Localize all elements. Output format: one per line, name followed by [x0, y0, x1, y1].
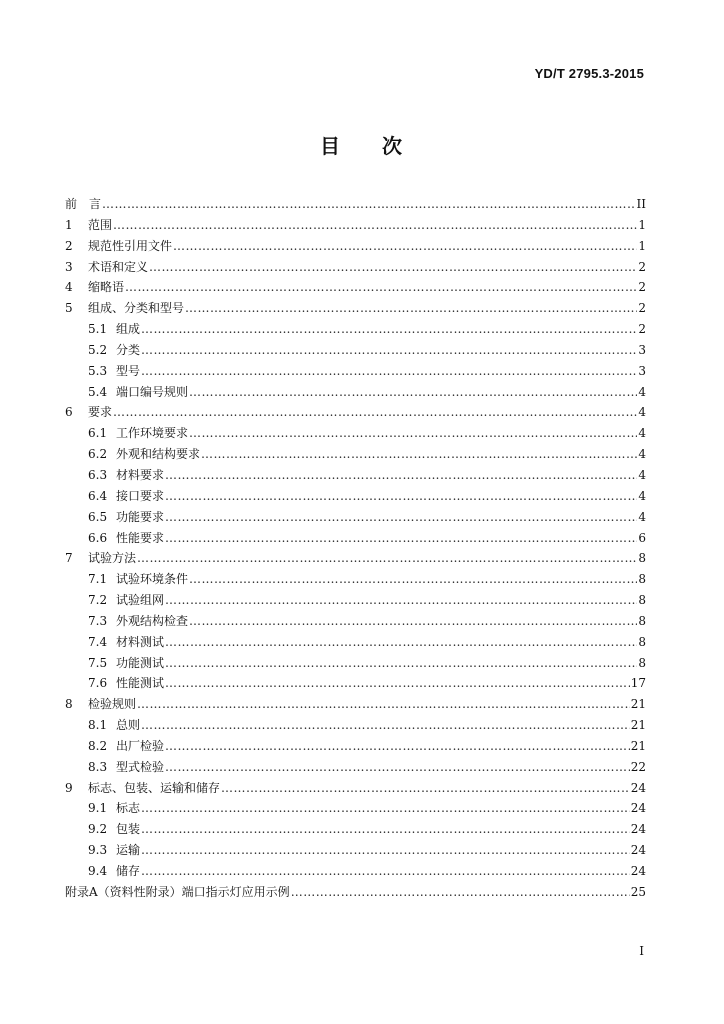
toc-entry[interactable] [65, 340, 646, 361]
toc-entry[interactable] [65, 277, 646, 298]
toc-entry-number: 6.3 [88, 467, 108, 482]
toc-entry-title: 型号 [116, 363, 141, 378]
toc-entry-title: 试验方法 [88, 551, 137, 566]
toc-dot-leader [165, 632, 637, 653]
toc-entry-page: 8 [638, 634, 646, 649]
toc-dot-leader [189, 611, 637, 632]
toc-entry-number: 7.1 [88, 572, 108, 587]
toc-dot-leader [113, 402, 637, 423]
toc-entry[interactable] [65, 382, 646, 403]
toc-dot-leader [165, 590, 637, 611]
toc-entry-number: 2 [65, 238, 73, 253]
toc-entry[interactable] [65, 444, 646, 465]
toc-entry-title: 材料要求 [116, 467, 165, 482]
toc-entry-number: 7.6 [88, 676, 108, 691]
toc-entry-title: 规范性引用文件 [88, 238, 173, 253]
toc-entry-number: 5.3 [88, 363, 108, 378]
toc-entry-page: 8 [638, 655, 646, 670]
toc-entry-page: 6 [638, 530, 646, 545]
toc-entry-number: 8.2 [88, 738, 108, 753]
toc-entry[interactable] [65, 548, 646, 569]
toc-dot-leader [189, 382, 637, 403]
toc-entry[interactable] [65, 653, 646, 674]
toc-entry[interactable] [65, 194, 646, 215]
toc-entry[interactable] [65, 840, 646, 861]
toc-entry[interactable] [65, 882, 646, 903]
toc-dot-leader [291, 882, 630, 903]
toc-entry-number: 9.1 [88, 801, 108, 816]
toc-entry-page: 22 [630, 759, 646, 774]
toc-entry[interactable] [65, 423, 646, 444]
toc-entry[interactable] [65, 298, 646, 319]
toc-entry-number: 7.2 [88, 593, 108, 608]
toc-entry-page: 21 [630, 718, 646, 733]
toc-dot-leader [141, 840, 630, 861]
toc-entry[interactable] [65, 757, 646, 778]
toc-entry-number: 4 [65, 280, 73, 295]
toc-entry-number: 6.5 [88, 509, 108, 524]
toc-entry-page: 1 [638, 238, 646, 253]
toc-entry-page: 2 [638, 322, 646, 337]
toc-entry-number: 7.5 [88, 655, 108, 670]
toc-entry-page: 21 [630, 738, 646, 753]
toc-dot-leader [165, 757, 630, 778]
toc-dot-leader [149, 257, 637, 278]
toc-entry-title: 缩略语 [88, 280, 125, 295]
toc-entry[interactable] [65, 611, 646, 632]
toc-entry-title: 端口指示灯应用示例 [181, 884, 290, 899]
toc-entry[interactable] [65, 402, 646, 423]
toc-entry-page: 21 [630, 697, 646, 712]
toc-entry-title: 标志 [116, 801, 141, 816]
toc-entry-title: 检验规则 [88, 697, 137, 712]
toc-dot-leader [165, 673, 630, 694]
toc-entry-title: 接口要求 [116, 488, 165, 503]
toc-entry[interactable] [65, 257, 646, 278]
toc-entry-title: 术语和定义 [88, 259, 149, 274]
toc-entry-page: 2 [638, 301, 646, 316]
toc-entry[interactable] [65, 819, 646, 840]
toc-entry[interactable] [65, 861, 646, 882]
toc-entry-title: 性能测试 [116, 676, 165, 691]
toc-dot-leader [137, 694, 630, 715]
toc-entry-number: 7.4 [88, 634, 108, 649]
toc-dot-leader [137, 548, 637, 569]
toc-dot-leader [201, 444, 637, 465]
toc-entry-title: 试验组网 [116, 593, 165, 608]
toc-entry-page: 24 [630, 780, 646, 795]
toc-entry-page: 2 [638, 280, 646, 295]
toc-dot-leader [221, 778, 630, 799]
toc-entry-page: 8 [638, 572, 646, 587]
toc-entry[interactable] [65, 361, 646, 382]
toc-entry-number: 1 [65, 217, 73, 232]
toc-entry-page: 8 [638, 613, 646, 628]
toc-dot-leader [189, 423, 637, 444]
toc-dot-leader [125, 277, 637, 298]
toc-entry[interactable] [65, 694, 646, 715]
toc-entry-title: 标志、包装、运输和储存 [88, 780, 221, 795]
toc-entry-title: 组成、分类和型号 [88, 301, 185, 316]
toc-entry[interactable] [65, 465, 646, 486]
toc-dot-leader [189, 569, 637, 590]
toc-entry-number: 7 [65, 551, 73, 566]
toc-entry-page: 4 [638, 509, 646, 524]
toc-entry-page: 24 [630, 843, 646, 858]
toc-entry-number: 8.3 [88, 759, 108, 774]
toc-entry-number: 8 [65, 697, 73, 712]
toc-entry[interactable] [65, 632, 646, 653]
toc-entry-number: 7.3 [88, 613, 108, 628]
toc-entry-page: 4 [638, 447, 646, 462]
toc-entry-page: 1 [638, 217, 646, 232]
toc-entry-title: 性能要求 [116, 530, 165, 545]
toc-entry-title: 型式检验 [116, 759, 165, 774]
toc-entry-number: 9 [65, 780, 73, 795]
toc-entry-title: 储存 [116, 864, 141, 878]
toc-dot-leader [141, 819, 630, 840]
toc-entry[interactable] [65, 319, 646, 340]
toc-entry-number: 8.1 [88, 718, 108, 733]
toc-entry[interactable] [65, 215, 646, 236]
toc-entry-title: 功能测试 [116, 655, 165, 670]
toc-entry-page: 4 [638, 405, 646, 420]
toc-dot-leader [165, 528, 637, 549]
toc-entry-page: 8 [638, 551, 646, 566]
toc-entry-number: 附录A（资料性附录） [65, 884, 182, 899]
toc-entry-title: 试验环境条件 [116, 572, 189, 587]
standard-number: YD/T 2795.3-2015 [534, 66, 644, 81]
toc-entry-page: 4 [638, 488, 646, 503]
toc-entry-page: 3 [638, 363, 646, 378]
toc-entry[interactable] [65, 673, 646, 694]
toc-entry-number: 9.4 [88, 864, 108, 878]
toc-entry-number: 5.1 [88, 322, 108, 337]
toc-entry-title: 组成 [116, 322, 141, 337]
toc-entry-title: 外观和结构要求 [116, 447, 201, 462]
toc-dot-leader [165, 465, 637, 486]
toc-entry-number: 3 [65, 259, 73, 274]
toc-dot-leader [141, 361, 637, 382]
toc-entry-title: 出厂检验 [116, 738, 165, 753]
toc-entry-number: 5.4 [88, 384, 108, 399]
toc-entry-number: 5 [65, 301, 73, 316]
toc-entry-number: 6.6 [88, 530, 108, 545]
toc-entry[interactable] [65, 236, 646, 257]
toc-dot-leader [165, 507, 637, 528]
toc-entry-title: 外观结构检查 [116, 613, 189, 628]
toc-dot-leader [141, 715, 630, 736]
toc-dot-leader [141, 340, 637, 361]
toc-entry[interactable] [65, 507, 646, 528]
toc-entry-page: 24 [630, 864, 646, 878]
toc-entry-number: 9.2 [88, 822, 108, 837]
toc-entry[interactable] [65, 528, 646, 549]
toc-entry-title: 分类 [116, 342, 141, 357]
title-char-2: 次 [382, 134, 404, 158]
toc-dot-leader [102, 194, 636, 215]
toc-dot-leader [165, 653, 637, 674]
toc-entry-number: 6.4 [88, 488, 108, 503]
toc-entry-title: 总则 [116, 718, 141, 733]
toc-entry-title: 运输 [116, 843, 141, 858]
toc-entry-number: 前 言 [65, 197, 102, 211]
toc-entry-page: 2 [638, 259, 646, 274]
table-of-contents [65, 194, 646, 903]
toc-entry-title: 要求 [88, 405, 113, 420]
toc-entry-number: 6.1 [88, 426, 108, 441]
toc-entry[interactable] [65, 778, 646, 799]
toc-entry[interactable] [65, 715, 646, 736]
toc-entry[interactable] [65, 590, 646, 611]
toc-dot-leader [165, 736, 630, 757]
toc-entry-page: 4 [638, 426, 646, 441]
page-title [0, 130, 724, 159]
toc-entry-title: 范围 [88, 217, 113, 232]
toc-entry[interactable] [65, 486, 646, 507]
toc-dot-leader [141, 798, 630, 819]
toc-dot-leader [185, 298, 637, 319]
toc-dot-leader [141, 319, 637, 340]
toc-dot-leader [113, 215, 637, 236]
toc-entry-page: 24 [630, 822, 646, 837]
toc-entry-title: 功能要求 [116, 509, 165, 524]
toc-entry-number: 5.2 [88, 342, 108, 357]
toc-entry-page: 24 [630, 801, 646, 816]
page-number: I [639, 944, 644, 958]
toc-entry-page: 25 [630, 884, 646, 899]
toc-entry-number: 6 [65, 405, 73, 420]
toc-entry-number: 9.3 [88, 843, 108, 858]
toc-entry-page: 17 [630, 676, 646, 691]
toc-entry[interactable] [65, 569, 646, 590]
toc-entry-number: 6.2 [88, 447, 108, 462]
toc-dot-leader [173, 236, 637, 257]
toc-entry-title: 工作环境要求 [116, 426, 189, 441]
toc-dot-leader [141, 861, 630, 882]
toc-entry-page: II [636, 197, 646, 211]
toc-entry-title: 包装 [116, 822, 141, 837]
toc-entry-page: 8 [638, 593, 646, 608]
toc-entry[interactable] [65, 798, 646, 819]
toc-entry-page: 4 [638, 384, 646, 399]
toc-dot-leader [165, 486, 637, 507]
toc-entry-title: 材料测试 [116, 634, 165, 649]
toc-entry-page: 3 [638, 342, 646, 357]
title-char-1: 目 [320, 134, 342, 158]
toc-entry-title: 端口编号规则 [116, 384, 189, 399]
toc-entry[interactable] [65, 736, 646, 757]
toc-entry-page: 4 [638, 467, 646, 482]
